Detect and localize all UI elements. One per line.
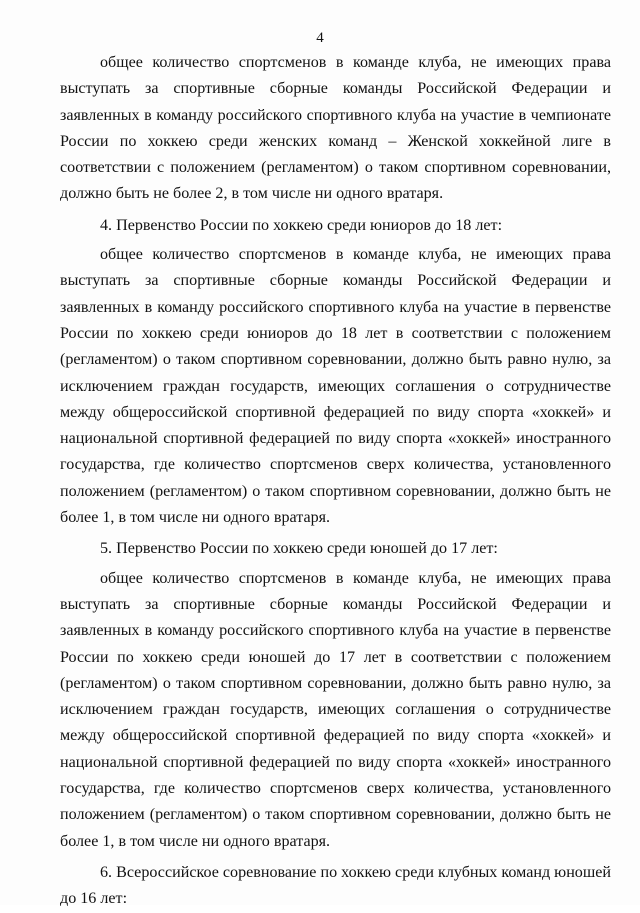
section-heading-juniors-u18: 4. Первенство России по хоккею среди юниоров до 18 лет: <box>100 216 503 234</box>
paragraph-youth-u17-limit: общее количество спортсменов в команде клуба, не имеющих права выступать за спортивные сборные команды Российской Федерации и заявленных в команду российского спортивного клуба на участие в первенстве России по хоккею среди юношей до 17 лет в соответствии с положением (регламентом) о таком спортивном соревновании, должно быть равно нулю, за исключением граждан государств, имеющих соглашения о сотрудничестве между общероссийской спортивной федерацией по виду спорта «хоккей» и национальной спортивной федерацией по виду спорта «хоккей» иностранного государства, где количество спортсменов сверх количества, установленного положением (регламентом) о таком спортивном соревновании, должно быть не более 1, в том числе ни одного вратаря. <box>60 569 611 850</box>
document-body <box>60 50 611 913</box>
page-number: 4 <box>316 30 324 46</box>
section-heading-club-youth-u16: 6. Всероссийское соревнование по хоккею среди клубных команд юношей до 16 лет: <box>60 863 611 908</box>
paragraph-women-league-limit: общее количество спортсменов в команде клуба, не имеющих права выступать за спортивные сборные команды Российской Федерации и заявленных в команду российского спортивного клуба на участие в чемпионате России по хоккею среди женских команд – Женской хоккейной лиге в соответствии с положением (регламентом) о таком спортивном соревновании, должно быть не более 2, в том числе ни одного вратаря. <box>60 54 611 203</box>
paragraph-juniors-u18-limit: общее количество спортсменов в команде клуба, не имеющих права выступать за спортивные сборные команды Российской Федерации и заявленных в команду российского спортивного клуба на участие в первенстве России по хоккею среди юниоров до 18 лет в соответствии с положением (регламентом) о таком спортивном соревновании, должно быть равно нулю, за исключением граждан государств, имеющих соглашения о сотрудничестве между общероссийской спортивной федерацией по виду спорта «хоккей» и национальной спортивной федерацией по виду спорта «хоккей» иностранного государства, где количество спортсменов сверх количества, установленного положением (регламентом) о таком спортивном соревновании, должно быть не более 1, в том числе ни одного вратаря. <box>60 246 611 527</box>
section-heading-youth-u17: 5. Первенство России по хоккею среди юношей до 17 лет: <box>100 540 498 558</box>
